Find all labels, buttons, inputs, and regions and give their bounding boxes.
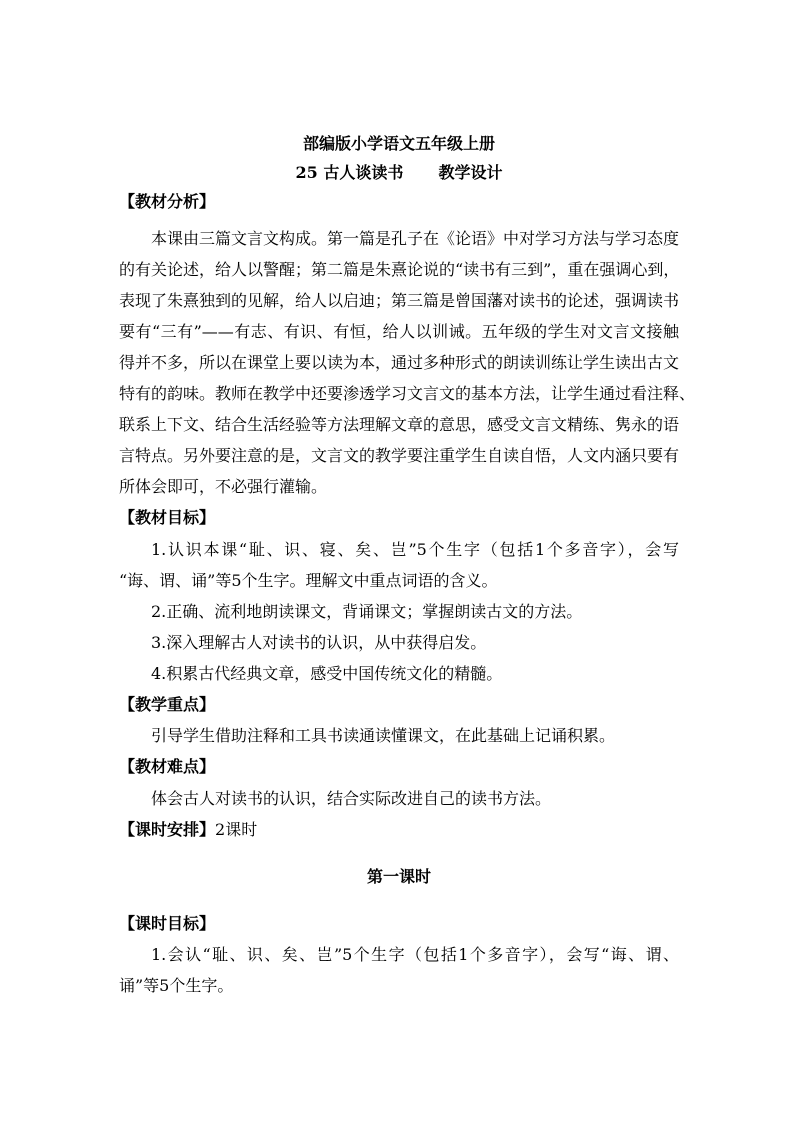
goals-heading: 【教材目标】 [119, 508, 216, 527]
document-title: 部编版小学语文五年级上册 [302, 134, 495, 153]
period-title: 第一课时 [366, 867, 431, 886]
analysis-line: 要有“三有”——有志、有识、有恒，给人以训诫。五年级的学生对文言文接触 [119, 322, 679, 341]
analysis-line: 言特点。另外要注意的是，文言文的教学要注重学生自读自悟，人文内涵只要有 [119, 446, 680, 465]
lesson-number: 25 [295, 163, 318, 182]
period-goals-heading: 【课时目标】 [119, 914, 216, 933]
difficulties-text: 体会古人对读书的认识，结合实际改进自己的读书方法。 [151, 789, 552, 808]
analysis-line: 所体会即可，不必强行灌输。 [119, 477, 328, 496]
schedule-heading: 【课时安排】 [119, 820, 216, 839]
difficulties-heading: 【教材难点】 [119, 757, 216, 776]
lesson-title [119, 163, 679, 183]
analysis-line: 的有关论述，给人以警醒；第二篇是朱熹论说的“读书有三到”，重在强调心到， [119, 260, 680, 279]
goal-item: 4.积累古代经典文章，感受中国传统文化的精髓。 [151, 664, 503, 683]
schedule-line [119, 820, 679, 840]
analysis-line: 特有的韵味。教师在教学中还要渗透学习文言文的基本方法，让学生通过看注释、 [119, 384, 696, 403]
key-points-heading: 【教学重点】 [119, 695, 216, 714]
key-points-text: 引导学生借助注释和工具书读通读懂课文，在此基础上记诵积累。 [151, 726, 616, 745]
goal-item: 3.深入理解古人对读书的认识，从中获得启发。 [151, 633, 487, 652]
goal-item: 2.正确、流利地朗读课文，背诵课文；掌握朗读古文的方法。 [151, 602, 583, 621]
lesson-name: 古人谈读书 [323, 163, 404, 182]
period-goal-item-continued: 诵”等5个生字。 [119, 976, 234, 995]
lesson-type: 教学设计 [438, 163, 503, 182]
analysis-heading: 【教材分析】 [119, 192, 216, 211]
schedule-value: 2课时 [215, 820, 258, 839]
goal-item-continued: “诲、谓、诵”等5个生字。理解文中重点词语的含义。 [119, 571, 498, 590]
analysis-line: 联系上下文、结合生活经验等方法理解文章的意思，感受文言文精练、隽永的语 [119, 415, 680, 434]
analysis-line: 表现了朱熹独到的见解，给人以启迪；第三篇是曾国藩对读书的论述，强调读书 [119, 291, 680, 310]
analysis-line: 本课由三篇文言文构成。第一篇是孔子在《论语》中对学习方法与学习态度 [151, 229, 680, 248]
analysis-line: 得并不多，所以在课堂上要以读为本，通过多种形式的朗读训练让学生读出古文 [119, 353, 680, 372]
goal-item: 1.认识本课“耻、识、寝、矣、岂”5个生字（包括1个多音字），会写 [151, 540, 679, 559]
period-goal-item: 1.会认“耻、识、矣、岂”5个生字（包括1个多音字），会写“诲、谓、 [151, 945, 679, 964]
